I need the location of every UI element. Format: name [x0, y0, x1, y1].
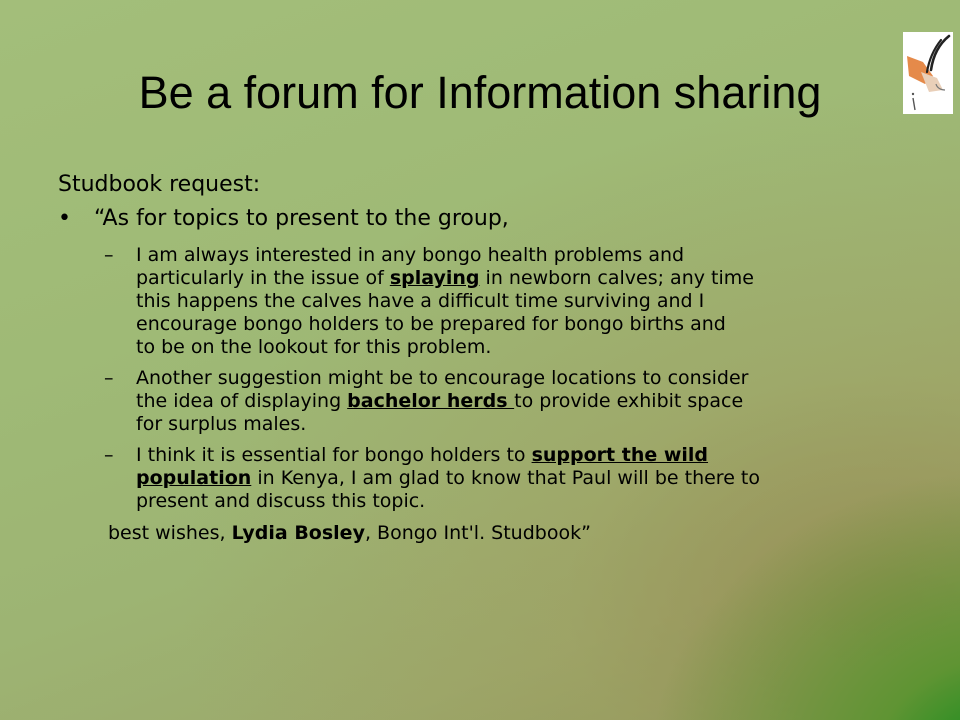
sub-bullet-text: to provide exhibit space — [514, 390, 744, 412]
sub-bullet-item — [58, 444, 896, 513]
sub-bullet-text: Another suggestion might be to encourage locations to consider — [136, 367, 749, 389]
keyword-highlight: support the wild — [531, 444, 709, 466]
sub-bullet-item — [58, 244, 896, 359]
signer-name: Lydia Bosley — [231, 522, 365, 544]
keyword-highlight: population — [136, 467, 252, 489]
sub-bullet-text: encourage bongo holders to be prepared for bongo births and — [136, 313, 726, 335]
sub-bullet-text: the idea of displaying — [136, 390, 348, 412]
sub-bullet-line — [136, 313, 896, 336]
sub-bullet-text: in newborn calves; any time — [479, 267, 754, 289]
sub-bullet-text: particularly in the issue of — [136, 267, 390, 289]
sub-bullet-dash: – — [104, 244, 114, 266]
sub-bullet-dash: – — [104, 367, 114, 389]
sub-bullet-line — [136, 390, 896, 413]
bullet-marker: • — [58, 206, 71, 231]
slide-body — [58, 168, 928, 547]
sub-bullet-text: to be on the lookout for this problem. — [136, 336, 492, 358]
sub-bullet-text: I think it is essential for bongo holders to — [136, 444, 532, 466]
bullet-text: “As for topics to present to the group, — [94, 206, 509, 231]
sub-bullet-line — [136, 244, 896, 267]
sub-bullet-text: present and discuss this topic. — [136, 490, 426, 512]
sub-bullet-line — [136, 413, 896, 436]
slide-title: Be a forum for Information sharing — [138, 67, 822, 118]
studbook-request-heading: Studbook request: — [58, 172, 261, 197]
sub-bullet-text: in Kenya, I am glad to know that Paul will be there to — [251, 467, 761, 489]
sub-bullet-list — [58, 244, 928, 513]
bullet-item — [58, 202, 928, 236]
closing-suffix: , Bongo Int'l. Studbook” — [364, 522, 591, 544]
closing-signature — [58, 519, 928, 547]
sub-bullet-text: for surplus males. — [136, 413, 307, 435]
oryx-horn-logo-icon — [903, 32, 953, 114]
keyword-highlight: bachelor herds — [347, 390, 515, 412]
keyword-highlight: splaying — [389, 267, 480, 289]
sub-bullet-line — [136, 444, 896, 467]
sub-bullet-line — [136, 290, 896, 313]
closing-prefix: best wishes, — [108, 522, 232, 544]
sub-bullet-line — [136, 267, 896, 290]
sub-bullet-item — [58, 367, 896, 436]
sub-bullet-dash: – — [104, 444, 114, 466]
sub-bullet-line — [136, 336, 896, 359]
sub-bullet-line — [136, 490, 896, 513]
sub-bullet-line — [136, 467, 896, 490]
sub-bullet-text: I am always interested in any bongo health problems and — [136, 244, 685, 266]
sub-bullet-line — [136, 367, 896, 390]
sub-bullet-text: this happens the calves have a difficult time surviving and I — [136, 290, 705, 312]
